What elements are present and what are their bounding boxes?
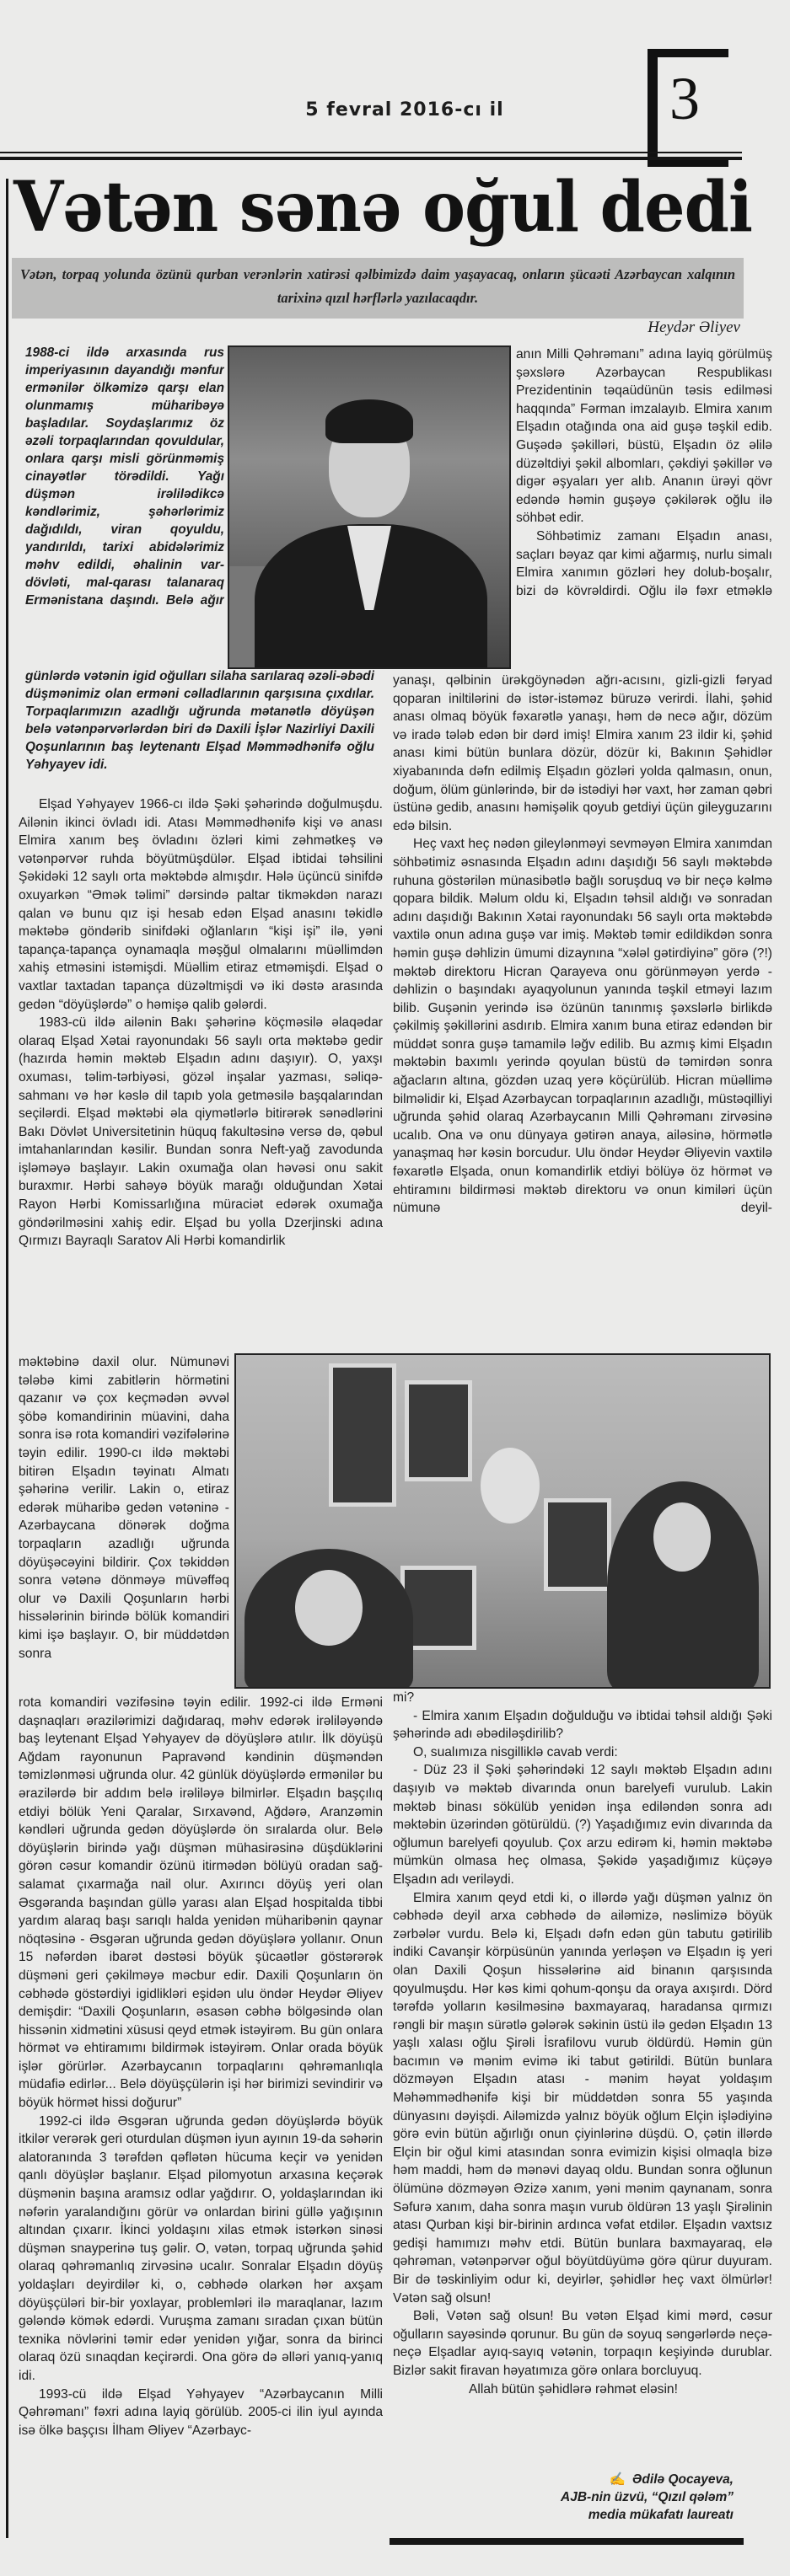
paragraph: yanaşı, qəlbinin ürəkgöynədən ağrı-acısını, gizli-gizli fəryad qoparan iniltilərini də istər-istəməz büruzə verirdi. İlahi, şəhid anası olmaq böyük fəxarətlə yanaşı, həm də necə ağır, dözüm və iradə tələb edən bir dərd imiş! Elmira xanım 23 ildir ki, şəhid anası kimi bütün bunlara dözür, dözür ki, Bakının Şəhidlər xiyabanında dəfn edilmiş Elşadın gözləri yolda qalmasın, onun, doğum, ölüm günlərində, bir də istədiyi hər vaxt, hər zaman qəbri üstünə gedib, anasını həmişəlik qoyub getdiyi üçün gileyguzarını edə bilsin. [393,673,772,833]
paragraph: məktəbinə daxil olur. Nümunəvi tələbə kimi zabitlərin hörmətini qazanır və çox keçmədən əvvəl şöbə komandirinin müavini, daha sonra isə rota komandiri vəzifələrinə təyin edilir. 1990-cı ildə məktəbi bitirən Elşadın təyinatı Almatı şəhərinə verilir. Lakin o, etiraz edərək müharibə gedən vətəninə - Azərbaycana dönərək doğma torpaqların azadlığı uğrunda döyüşəcəyini bildirir. Çox təkiddən sonra vətənə dönməyə müvəffəq olur və Daxili Qoşunların hərbi hissələrinin birində bölük komandiri kimi işə başlayır. O, bir müddətdən sonra [19,1355,229,1661]
paragraph: 1983-cü ildə ailənin Bakı şəhərinə köçməsilə əlaqədar olaraq Elşad Xətai rayonundakı 56 saylı orta məktəbə gedir (hazırda həmin məktəb Elşadın adını daşıyır). O, yaxşı oxuması, təlim-tərbiyəsi, gözəl inşalar yazması, səliqə-sahmanı və hər kəslə dil tapıb yola getməsilə başqalarından seçilərdi. Elşad məktəbi əla qiymətlərlə bitirərək sənədlərini Bakı Dövlət Universitetinin hüquq fakultəsinə versə də, qəbul imtahanlarından kəsilir. Bundan sonra Neft-yağ zavodunda işləməyə başlayır. Lakin oxumağa olan həvəsi onu sakit buraxmır. Hərbi sahəyə böyük marağı olduğundan Xətai Rayon Hərbi Komissarlığına müraciət edərək oxumağa göndərilməsini xahiş edir. Elşad bu yolla Dzerjinski adına Qırmızı Bayraqlı Saratov Ali Hərbi komandirlik [19,1015,383,1249]
epigraph-banner [12,258,744,319]
right-column-narrow [516,345,772,670]
left-border-rule [6,179,8,2538]
paragraph: 1993-cü ildə Elşad Yəhyayev “Azərbaycanın Milli Qəhrəmanı” fəxri adına layiq görülüb. 2005-ci ilin iyul ayında isə ölkə başçısı İlham Əliyev “Azərbayc- [19,2386,383,2438]
issue-date: 5 fevral 2016-cı il [305,99,504,120]
bottom-rule [390,2538,744,2545]
paragraph: Bəli, Vətən sağ olsun! Bu vətən Elşad kimi mərd, cəsur oğulların sayəsində qorunur. Bu gün də soyuq səngərlərdə neçə-neçə Elşadlar ayıq-sayıq vətənin, torpaqın keşiyində durublar. Bizlər sakit firavan həyatımıza görə onlara borcluyuq. [393,2309,772,2378]
author-award: media mükafatı laureatı [588,2508,734,2522]
paragraph: Elşad Yəhyayev 1966-cı ildə Şəki şəhərində doğulmuşdu. Ailənin ikinci övladı idi. Atası Məmmədhənifə kişi və anası Elmira xanım beş övladını özləri kimi zəhmətkeş və vətənpərvər ruhda böyütmüşdülər. Elşad ibtidai təhsilini Şəkidəki 12 saylı orta məktəbdə almışdır. Hələ üçüncü sinifdə oxuyarkən “Əmək təlimi” dərsində paltar tikməkdən narazı qalan və bunu qız işi hesab edən Elşad anasını təkidlə məktəbə göndərib sinifdəki oğlanların “kişi işi” ilə, yəni tapança-tapança oynamaqla məşğul olmalarını müəllimdən xahiş etməsini istəmişdi. Müəllim etiraz etməmişdi. Elşad o vaxtlar taxtadan tapança düzəltmişdi və iki dəstə arasında gedən “döyüşlərdə” o həmişə qalib gələrdi. [19,797,383,1012]
paragraph: rota komandiri vəzifəsinə təyin edilir. 1992-ci ildə Erməni daşnaqları ərazilərimizi dağıdaraq, məhv edərək irəliləyəndə baş leytenant Elşad Yəhyayev də döyüşlərə atılır. İlk döyüşü Ağdam rayonunun Papravənd kəndinin düşməndən təmizlənməsi uğrunda olur. 42 günlük döyüşlərdə ermənilər bu ərazilərdə bir addım belə irəliləyə bilmirlər. Elşadın başçılıq etdiyi bölük Yeni Qaralar, Sırxavənd, Ağdərə, Aranzəmin kəndləri uğrunda gedən döyüşlərdə ön sıralarda olur. Belə döyüşlərin birində yağı düşmən mühasirəsinə düşdüklərini görən cəsur komandir özünü itirmədən bölüyü oradan sağ-salamat çıxarmağa nail olur. Axırıncı döyüş yeri olan Əsgəranda başından güllə yarası alan Elşad hospitalda tibbi yardım alaraq başı sarıqlı halda yenidən müharibənin qaynar nöqtəsinə - Əsgəran uğrunda gedən döyüşlərə yollanır. Onun 15 nəfərdən ibarət dəstəsi böyük şücaətlər göstərərək düşməni geri çəkilməyə məcbur edir. Daxili Qoşunların ön cəbhədə göstərdiyi igidlikləri eşidən ulu öndər Heydər Əliyev demişdir: “Daxili Qoşunların, əsasən cəbhə bölgəsində olan hissənin xidmətini xüsusi qeyd etmək istəyirəm. Bu gün onlara hörmət və ehtiramımı bildirmək istəyirəm. Onlar orada böyük işlər görürlər. Azərbaycanın torpaqlarını qəhrəmanlıqla müdafiə edirlər... Belə döyüşçülərin işi hər birimizi sevindirir və böyük hörmət hissi doğurur” [19,1695,383,2111]
right-column-block-2 [393,1689,772,2468]
intro-paragraph: günlərdə vətənin igid oğulları silaha sarılaraq əzəli-əbədi düşmənimiz olan erməni cəlladlarının qarşısına çıxdılar. Torpaqlarımızın azadlığı uğrunda mətanətlə döyüşən belə vətənpərvərlərdən biri də Daxili İşlər Nazirliyi Daxili Qoşunlarının baş leytenantı Elşad Məmmədhənifə oğlu Yəhyayev idi. [25,669,374,772]
paragraph: 1992-ci ildə Əsgəran uğrunda gedən döyüşlərdə böyük itkilər verərək geri oturdulan düşmən iyun ayının 19-da səhərin alatoranında 3 tərəfdən qəflətən hücuma keçir və yenidən qanlı döyüşlər başlanır. Elşad pilomyotun arxasına keçərək düşmənin başına aramsız odlar yağdırır. O, yoldaşlarından iki nəfərin yaralandığını görür və onlardan birini güllə yağışının altından çıxarır. İkinci yoldaşını xilas etmək istərkən sinəsi düşmən snayperinə tuş gəlir. O, vətən, torpaq uğrunda şəhid olaraq qəhrəmanlıq zirvəsinə ucalır. Sonralar Elşadın döyüş yoldaşları deyirdilər ki, o, cəbhədə olarkən hər axşam döyüşçüləri bir-bir yoxlayar, problemləri ilə maraqlanar, lazım gələndə kömək edərdi. Vuruşma zamanı sıradan çıxan bütün texnika növlərini təmir edər yenidən yığar, sonra da birinci olaraq özü sınaqdan keçirərdi. Ona görə də əlləri yanıq-yanıq idi. [19,2113,383,2383]
woman-face-shape [653,1502,711,1572]
article-title: Vətən sənə oğul dedi [13,167,753,248]
pen-icon: ✍ [609,2472,626,2487]
family-memorial-photo [234,1353,771,1689]
paragraph: anın Milli Qəhrəmanı” adına layiq görülmüş şəxslərə Azərbaycan Respublikası Prezidentinin təqaüdünün təsis edilməsi haqqında” Fərman imzalayıb. Elmira xanım Elşadın otağında ona aid guşə təşkil edib. Guşədə şəkilləri, büstü, Elşadın öz əlilə düzəltdiyi şəkil albomları, çəkdiyi şəkillər və digər əşyaları yer alıb. Ananın ürəyi qövr edəndə həmin guşəyə çəkilərək oğlu ilə söhbət edir. [516,347,772,526]
page-number: 3 [669,65,700,132]
framed-portrait [329,1363,396,1507]
paragraph: Heç vaxt heç nədən gileylənməyi sevməyən Elmira xanımdan söhbətimiz əsnasında Elşadın adını daşıdığı 56 saylı məktəbdə ruhuna göstərilən münasibətlə bağlı soruşduq və bir neçə kəlmə qopara bildik. Məlum oldu ki, Elşadın təhsil aldığı və sonradan adını daşıdığı Bakının Xətai rayonundakı 56 saylı orta məktəbdə vaxtilə onun adına guşə var imiş. Məktəb təmir edildikdən sonra həmin guşə dəhlizin ümumi dizaynına “xələl gətirdiyinə” görə (?!) məktəb direktoru Hicran Qarayeva onu görünməyən yerdə - dəhlizin o başındakı ayaqyolunun yanında təşkil etməyi lazım bilib. Guşənin yerində isə özünün tanınmış şəxslərlə birlikdə çəkilmiş şəkillərini asdırıb. Elmira xanım buna etiraz edəndən bir müddət sonra guşə tamamilə ləğv edilib. Bu azmış kimi Elşadın məktəbin baxımlı yerində qoyulan büstü də təmirdən sonra ağacların altına, gözdən uzaq yerə köçürülüb. Hicran müəllimə bilməlidir ki, Elşad Azərbaycan torpaqlarının azadlığı, müstəqilliyi uğrunda şəhid olaraq Azərbaycanın Milli Qəhrəmanı zirvəsinə ucalıb. Ona və onu dünyaya gətirən anaya, ailəsinə, hörmətlə yanaşmaq hər kəsin borcudur. Ulu öndər Heydər Əliyevin vaxtilə fəxarətlə Elşada, onun komandirlik etdiyi bölüyə öz hörmət və ehtiramını bildirməsi məktəb direktoru və onun kimiləri üçün nümunə deyil- [393,837,772,1216]
right-column-block-1 [393,672,772,1351]
intro-narrow [25,344,224,664]
left-column-narrow [19,1353,229,1694]
paragraph: Elmira xanım qeyd etdi ki, o illərdə yağı düşmən yalnız ön cəbhədə deyil arxa cəbhədə də ailəmizə, nəslimizə böyük zərbələr vurdu. Belə ki, Elşadı dəfn edən gün tabutu gətirilib indiki Cavanşir körpüsünün yanında yerləşən və Elşadın iş yeri olan Daxili Qoşun hissələrinə aid binanın qarşısında qoyulmuşdu. Hər kəs kimi qohum-qonşu da oraya axışırdı. Dörd tərəfdə yolların kəsilməsinə baxmayaraq, haradansa qırmızı rəngli bir maşın sürətlə gələrək səkinin üstü ilə gedən Elşadın 13 yaşlı xalası oğlu Şirəli İsrafilovu vurub öldürdü. Həmin gün bacımın və mənim evimə iki tabut gətirildi. Bütün bunlara dözməyən Elşadın atası - mənim həyat yoldaşım Məhəmmədhənifə kişi bir müddətdən sonra 55 yaşında dünyasını dəyişdi. Ailəmizdə yalnız böyük oğlum Elçin işlədiyinə görə evin bütün ağırlığı onun çiyinlərinə düşdü. O, çətin illərdə Elçin bir oğul kimi atasından sonra evimizin kişisi olmaqla bizə həm maddi, həm də mənəvi dayaq oldu. Bundan sonra oğlunun ölümünə dözməyən Əzizə xanım, yəni mənim qaynanam, sonra Səfurə xanım, daha sonra maşın vurub öldürən 13 yaşlı Şirəlinin atası Qurban kişi bir-birinin ardınca vəfat etdilər. Elşadın vaxtsız gedişi hamımızı məhv etdi. Bütün bunlara baxmayaraq, elə qəhrəman, vətənpərvər oğul böyütdüyümə görə qürur duyuram. Bir də təskinliyim odur ki, deyirlər, şəhidlər heç vaxt ölmürlər! Vətən sağ olsun! [393,1890,772,2306]
intro-paragraph: 1988-ci ildə arxasında rus imperiyasının dayandığı mənfur ermənilər ölkəmizə qarşı elan olunmamış müharibəyə başladılar. Soydaşlarımız öz əzəli torpaqlarından qovuldular, onlara qarşı misli görünməmiş cinayətlər törədildi. Yağı düşmən irəlilədikcə kəndlərimiz, şəhərlərimiz dağıdıldı, viran qoyuldu, yandırıldı, tarixi abidələrimiz məhv edildi, əhalinin var-dövləti, mal-qarası talanaraq Ermənistana daşındı. Belə ağır [25,345,224,608]
header-rule-thick [0,157,742,160]
paragraph: O, sualımıza nisgilliklə cavab verdi: [413,1744,618,1759]
paragraph: - Elmira xanım Elşadın doğulduğu və ibtidai təhsil aldığı Şəki şəhərində adı əbədiləşdirilib? [393,1708,772,1742]
epigraph-author: Heydər Əliyev [648,319,740,336]
author-affiliation: AJB-nin üzvü, “Qızıl qələm” [561,2490,734,2504]
paragraph: mi? [393,1690,415,1705]
author-signature [472,2471,734,2524]
page-number-box [648,49,728,167]
hair-shape [325,399,413,443]
header-rule-thin [0,152,742,153]
paragraph: Söhbətimiz zamanı Elşadın anası, saçları bəyaz qar kimi ağarmış, nurlu simalı Elmira xanımın gözləri hey dolub-boşalır, bizi də kövrəldirdi. Oğlu ilə fəxr etməklə [516,528,772,598]
intro-wide [25,667,374,794]
woman-face-shape [295,1570,363,1646]
epigraph-quote: Vətən, torpaq yolunda özünü qurban verənlərin xatirəsi qəlbimizdə daim yaşayacaq, onların şücaəti Azərbaycan xalqının tarixinə qızıl hərflərlə yazılacaqdır. [20,266,735,306]
framed-portrait [405,1380,472,1481]
portrait-photo [228,345,511,669]
left-column-block-2 [19,1694,383,2532]
framed-portrait [544,1498,611,1591]
bust-shape [481,1448,540,1524]
paragraph: - Düz 23 il Şəki şəhərindəki 12 saylı məktəb Elşadın adını daşıyıb və məktəb divarında onun barelyefi vurulub. Lakin məktəb binası sökülüb yenidən inşa ediləndən sonra adı məktəbin üzərindən götürüldü. (?) Yaşadığımız evin divarında da oğlumun barelyefi qoyulub. Çox arzu edirəm ki, həmin məktəbə mümkün olmasa heç olmasa, Şəkidə yaşadığımız küçəyə Elşadın adı veriləydi. [393,1763,772,1887]
closing-line: Allah bütün şəhidlərə rəhmət eləsin! [469,2381,678,2397]
author-name: Ədilə Qocayeva, [631,2472,734,2487]
left-column-block-1 [19,795,383,1352]
